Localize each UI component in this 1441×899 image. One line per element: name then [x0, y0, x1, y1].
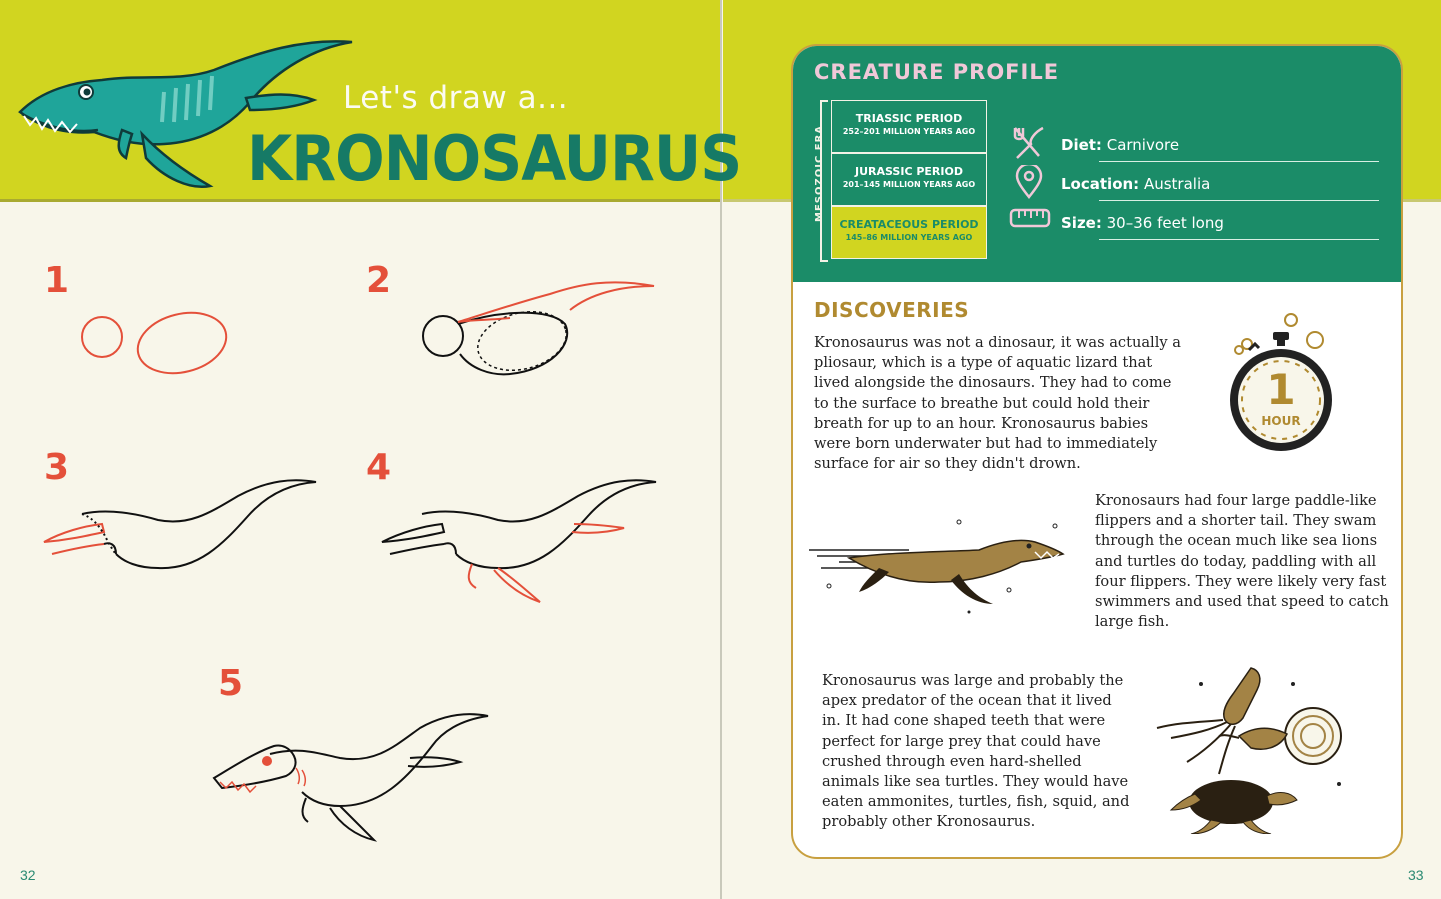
fact-label: Diet: [1061, 136, 1102, 154]
period-name: CREATACEOUS PERIOD [839, 218, 979, 231]
fact-label: Size: [1061, 214, 1102, 232]
period-name: JURASSIC PERIOD [855, 165, 963, 178]
fact-location [1009, 165, 1389, 195]
timer-number: 1 [1266, 365, 1296, 414]
step-number-2: 2 [366, 260, 392, 301]
fact-underline [1099, 161, 1379, 162]
creature-profile-card [791, 44, 1403, 859]
discoveries-paragraph-3: Kronosaurus was large and probably the apex predator of the ocean that it lived in. It had cone shaped teeth that were perfect for large prey that could have crushed through even hard-shelled animals like sea turtles. They would have eaten ammonites, turtles, fish, squid, and probably other Kronosaurus. [822, 672, 1130, 831]
right-page-number: 33 [1408, 867, 1424, 883]
profile-title: CREATURE PROFILE [814, 60, 1060, 84]
period-triassic [831, 100, 987, 153]
fact-value: Carnivore [1106, 136, 1180, 154]
fork-knife-icon [1009, 126, 1049, 160]
left-page-number: 32 [20, 867, 36, 883]
step-2-drawing [410, 272, 660, 382]
step-number-3: 3 [44, 447, 70, 488]
step-number-4: 4 [366, 447, 392, 488]
era-label: MESOZOIC ERA [814, 124, 825, 222]
period-cretaceous [831, 206, 987, 259]
fact-value: Australia [1143, 175, 1211, 193]
page-title: KRONOSAURUS [247, 122, 742, 195]
fact-underline [1099, 200, 1379, 201]
period-name: TRIASSIC PERIOD [855, 112, 963, 125]
period-years: 145–86 MILLION YEARS AGO [845, 233, 973, 242]
location-pin-icon [1009, 165, 1049, 199]
period-jurassic [831, 153, 987, 206]
period-years: 201–145 MILLION YEARS AGO [842, 180, 976, 189]
prey-animals-illustration [1131, 664, 1356, 834]
stopwatch-illustration [1227, 310, 1337, 454]
fact-size [1009, 204, 1389, 234]
step-1-drawing [70, 300, 240, 380]
fact-value: 30–36 feet long [1106, 214, 1224, 232]
fact-label: Location: [1061, 175, 1140, 193]
fact-diet [1009, 126, 1389, 156]
timer-unit: HOUR [1261, 414, 1301, 428]
fact-underline [1099, 239, 1379, 240]
step-4-drawing [378, 470, 663, 610]
period-years: 252–201 MILLION YEARS AGO [842, 127, 976, 136]
swimming-kronosaurus-illustration [809, 512, 1079, 622]
step-number-1: 1 [44, 260, 70, 301]
step-3-drawing [38, 470, 323, 580]
profile-header [793, 46, 1401, 282]
discoveries-paragraph-2: Kronosaurs had four large paddle-like flippers and a shorter tail. They swam through the ocean much like sea lions and turtles do today, paddling with all four flippers. They were likely very fast swimmers and used that speed to catch large fish. [1095, 492, 1389, 631]
step-number-5: 5 [218, 663, 244, 704]
discoveries-paragraph-1: Kronosaurus was not a dinosaur, it was actually a pliosaur, which is a type of aquatic lizard that lived alongside the dinosaurs. They had to come to the surface to breathe but could hold their breath for up to an hour. Kronosaurus babies were born underwater but had to immediately surface for air so they didn't drown. [814, 334, 1181, 473]
step-5-drawing [210, 706, 495, 846]
intro-text: Let's draw a... [343, 80, 569, 116]
discoveries-title: DISCOVERIES [814, 298, 970, 322]
ruler-icon [1009, 204, 1051, 238]
